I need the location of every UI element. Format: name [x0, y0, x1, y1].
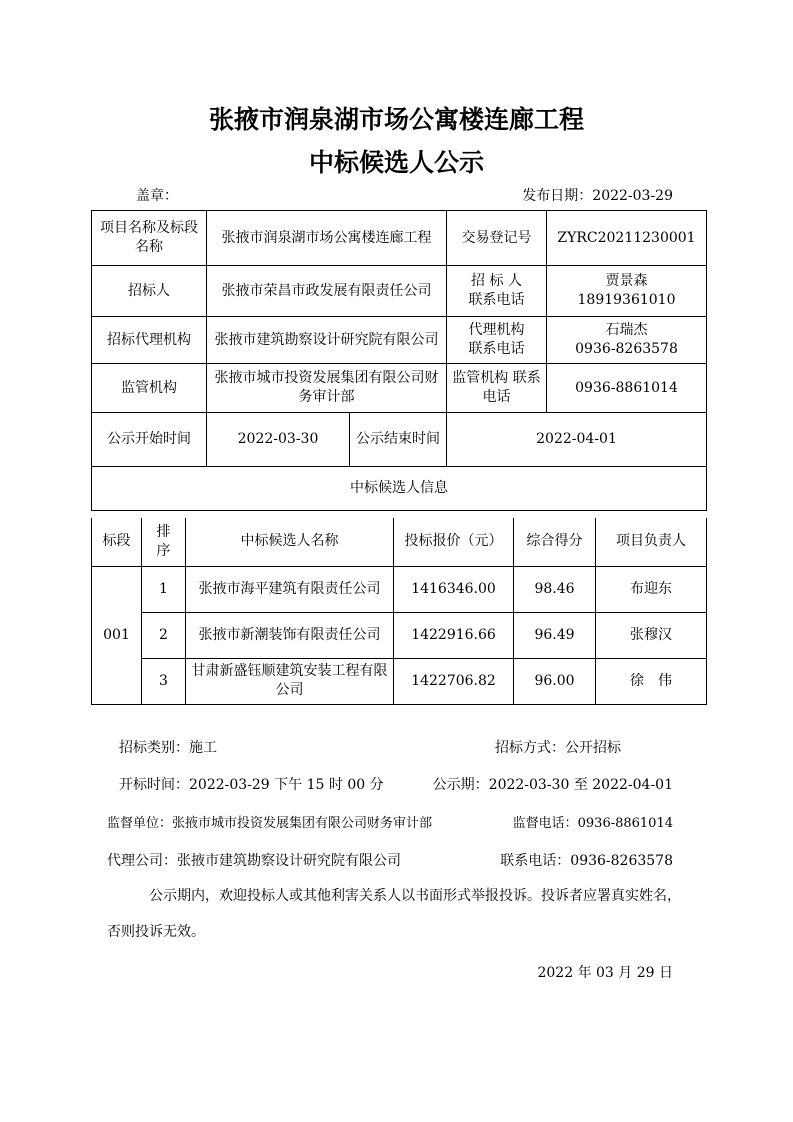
publicity-period: 公示期：2022-03-30 至 2022-04-01	[432, 777, 673, 793]
candidate-manager: 张穆汉	[596, 612, 707, 658]
table-row	[92, 612, 707, 658]
agent-company: 代理公司：张掖市建筑勘察设计研究院有限公司	[107, 853, 401, 869]
tenderer-label: 招标人	[92, 266, 207, 317]
tenderer-row	[92, 266, 707, 317]
supervisor-contact-label: 监管机构 联系电话	[447, 364, 547, 413]
candidate-rank: 3	[142, 658, 186, 704]
project-name: 张掖市润泉湖市场公寓楼连廊工程	[207, 211, 447, 266]
candidate-score: 96.00	[514, 658, 596, 704]
candidate-name: 张掖市新潮装饰有限责任公司	[186, 612, 394, 658]
candidate-price: 1416346.00	[394, 566, 514, 612]
publicity-period-row	[92, 413, 707, 467]
column-header: 排序	[142, 518, 186, 566]
end-time-label: 公示结束时间	[350, 413, 447, 467]
table-row	[92, 658, 707, 704]
candidate-rank: 2	[142, 612, 186, 658]
start-time-label: 公示开始时间	[92, 413, 207, 467]
publish-date: 发布日期：2022-03-29	[522, 188, 673, 204]
open-time: 开标时间：2022-03-29 下午 15 时 00 分	[119, 777, 384, 793]
table-row	[92, 566, 707, 612]
supervisor-unit: 监督单位：张掖市城市投资发展集团有限公司财务审计部	[107, 816, 433, 831]
supervisor-contact: 0936-8861014	[547, 364, 707, 413]
candidate-name: 张掖市海平建筑有限责任公司	[186, 566, 394, 612]
tender-method: 招标方式：公开招标	[495, 740, 621, 756]
candidate-score: 96.49	[514, 612, 596, 658]
candidate-score: 98.46	[514, 566, 596, 612]
candidate-manager: 布迎东	[596, 566, 707, 612]
candidate-price: 1422706.82	[394, 658, 514, 704]
candidate-section-header-row	[92, 467, 707, 511]
column-header: 投标报价（元）	[394, 518, 514, 566]
column-header: 综合得分	[514, 518, 596, 566]
tenderer-contact: 贾景森 18919361010	[547, 266, 707, 317]
project-name-label: 项目名称及标段名称	[92, 211, 207, 266]
candidate-header-row	[92, 518, 707, 566]
tender-type: 招标类别：施工	[119, 740, 217, 756]
supervisor-row	[92, 364, 707, 413]
candidate-price: 1422916.66	[394, 612, 514, 658]
supervisor-phone: 监督电话：0936-8861014	[512, 816, 673, 831]
supervisor-name: 张掖市城市投资发展集团有限公司财务审计部	[207, 364, 447, 413]
candidate-rank: 1	[142, 566, 186, 612]
agency-contact-label: 代理机构 联系电话	[447, 317, 547, 364]
document-title: 张掖市润泉湖市场公寓楼连廊工程	[208, 105, 584, 134]
agent-phone: 联系电话：0936-8263578	[500, 853, 673, 869]
candidate-manager: 徐 伟	[596, 658, 707, 704]
candidate-name: 甘肃新盛钰顺建筑安装工程有限公司	[186, 658, 394, 704]
tenderer-name: 张掖市荣昌市政发展有限责任公司	[207, 266, 447, 317]
agency-row	[92, 317, 707, 364]
seal-label: 盖章：	[136, 188, 178, 204]
supervisor-label: 监管机构	[92, 364, 207, 413]
tenderer-contact-label: 招 标 人 联系电话	[447, 266, 547, 317]
section-number: 001	[92, 566, 142, 704]
project-info-table	[91, 210, 707, 511]
candidate-table	[91, 518, 707, 705]
trade-reg-label: 交易登记号	[447, 211, 547, 266]
document-subtitle: 中标候选人公示	[308, 148, 484, 177]
project-name-row	[92, 211, 707, 266]
agency-contact: 石瑞杰 0936-8263578	[547, 317, 707, 364]
column-header: 项目负责人	[596, 518, 707, 566]
trade-reg-number: ZYRC20211230001	[547, 211, 707, 266]
agency-name: 张掖市建筑勘察设计研究院有限公司	[207, 317, 447, 364]
complaint-notice: 公示期内，欢迎投标人或其他利害关系人以书面形式举报投诉。投诉者应署真实姓名，否则投诉无效。	[107, 888, 681, 940]
column-header: 标段	[92, 518, 142, 566]
agency-label: 招标代理机构	[92, 317, 207, 364]
end-time: 2022-04-01	[447, 413, 707, 467]
column-header: 中标候选人名称	[186, 518, 394, 566]
sign-date: 2022 年 03 月 29 日	[537, 965, 673, 981]
candidate-section-header: 中标候选人信息	[92, 467, 707, 511]
start-time: 2022-03-30	[207, 413, 350, 467]
